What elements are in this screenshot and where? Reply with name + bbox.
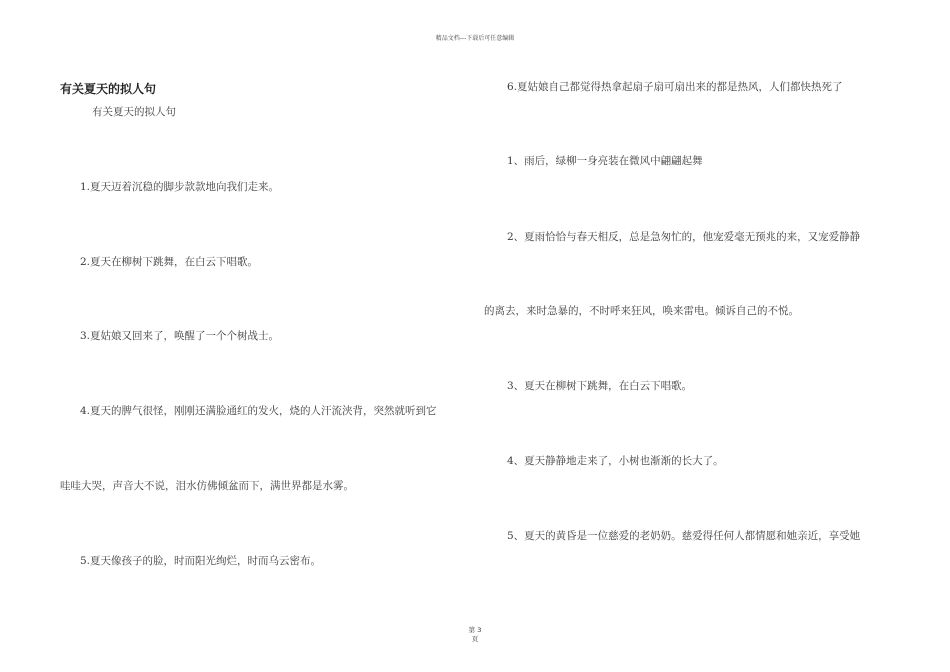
page-number-line1: 第 3 [468, 626, 482, 634]
right-paragraph-4: 4、夏天静静地走来了，小树也渐渐的长大了。 [507, 455, 724, 467]
left-paragraph-4: 4.夏天的脾气很怪，刚刚还满脸通红的发火，烧的人汗流浃背，突然就听到它 [80, 405, 437, 417]
right-paragraph-6: 6.夏姑娘自己都觉得热拿起扇子扇可扇出来的都是热风，人们都快热死了 [507, 81, 843, 93]
left-paragraph-4-continued: 哇哇大哭，声音大不说，泪水仿佛倾盆而下，满世界都是水雾。 [60, 480, 354, 492]
right-paragraph-2: 2、夏雨恰恰与春天相反，总是急匆忙的，他宠爱毫无预兆的来，又宠爱静静 [507, 231, 861, 243]
right-paragraph-1: 1、雨后，绿柳一身亮装在微风中翩翩起舞 [507, 155, 703, 167]
left-paragraph-1: 1.夏天迈着沉稳的脚步款款地向我们走来。 [80, 181, 280, 193]
left-paragraph-2: 2.夏天在柳树下跳舞，在白云下唱歌。 [80, 256, 259, 268]
document-title: 有关夏天的拟人句 [60, 82, 157, 96]
left-paragraph-5: 5.夏天像孩子的脸，时而阳光绚烂，时而乌云密布。 [80, 555, 322, 567]
right-paragraph-3: 3、夏天在柳树下跳舞，在白云下唱歌。 [507, 380, 693, 392]
right-paragraph-5: 5、夏天的黄昏是一位慈爱的老奶奶。慈爱得任何人都情愿和她亲近，享受她 [507, 530, 861, 542]
subtitle: 有关夏天的拟人句 [92, 106, 176, 118]
page-number-line2: 页 [471, 635, 479, 643]
page-header: 精品文档---下载后可任意编辑 [435, 35, 515, 42]
right-paragraph-2-continued: 的离去，来时急暴的，不时呼来狂风，唤来雷电。倾诉自己的不悦。 [484, 305, 799, 317]
left-paragraph-3: 3.夏姑娘又回来了，唤醒了一个个树战士。 [80, 330, 280, 342]
